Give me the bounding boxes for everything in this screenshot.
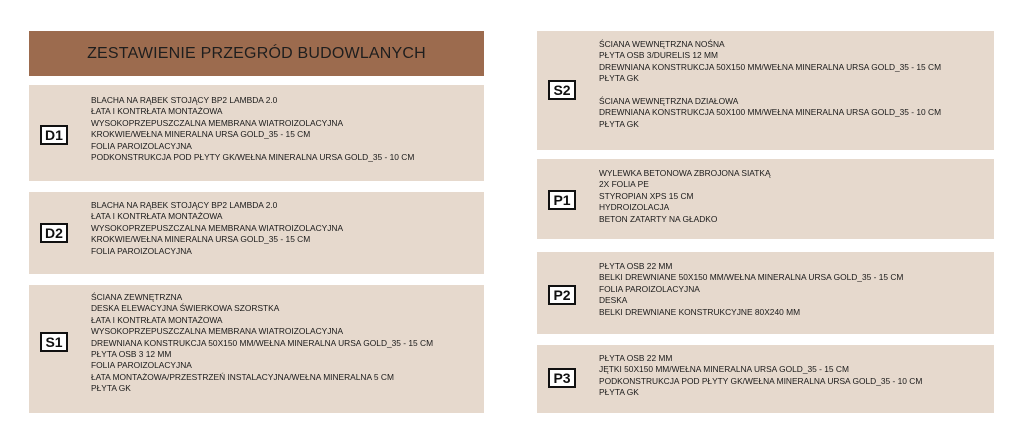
layer-line: PŁYTA GK bbox=[599, 118, 639, 129]
layer-line: WYSOKOPRZEPUSZCZALNA MEMBRANA WIATROIZOLACYJNA bbox=[91, 222, 344, 233]
layer-line: ŚCIANA WEWNĘTRZNA DZIAŁOWA bbox=[599, 95, 739, 106]
page-title: ZESTAWIENIE PRZEGRÓD BUDOWLANYCH bbox=[87, 44, 426, 62]
layer-line: BELKI DREWNIANE KONSTRUKCYJNE 80X240 MM bbox=[599, 306, 801, 317]
code-badge: D1 bbox=[40, 125, 68, 145]
layer-line: BLACHA NA RĄBEK STOJĄCY BP2 LAMBDA 2.0 bbox=[91, 95, 278, 105]
code-badge: D2 bbox=[40, 223, 68, 243]
code-badge: P2 bbox=[548, 285, 576, 305]
layer-line: FOLIA PAROIZOLACYJNA bbox=[91, 245, 192, 256]
layer-line: PŁYTA OSB 3/DURELIS 12 MM bbox=[599, 50, 718, 61]
card-p1 bbox=[537, 159, 994, 239]
layer-line: STYROPIAN XPS 15 CM bbox=[599, 190, 694, 201]
layer-line: FOLIA PAROIZOLACYJNA bbox=[91, 360, 192, 371]
layer-line: ŚCIANA WEWNĘTRZNA NOŚNA bbox=[599, 39, 725, 49]
code-badge: S2 bbox=[548, 80, 576, 100]
title-banner bbox=[29, 31, 484, 76]
layer-line: ŁATA I KONTRŁATA MONTAŻOWA bbox=[91, 211, 223, 222]
layer-line: PŁYTA OSB 22 MM bbox=[599, 353, 673, 363]
card-p3 bbox=[537, 345, 994, 413]
layer-line: BELKI DREWNIANE 50X150 MM/WEŁNA MINERALNA URSA GOLD_35 - 15 CM bbox=[599, 272, 904, 283]
layer-line: ŁATA I KONTRŁATA MONTAŻOWA bbox=[91, 314, 223, 325]
layer-line: HYDROIZOLACJA bbox=[599, 202, 670, 213]
layer-line: PŁYTA OSB 3 12 MM bbox=[91, 348, 172, 359]
layer-line: BLACHA NA RĄBEK STOJĄCY BP2 LAMBDA 2.0 bbox=[91, 200, 278, 210]
layer-line: WYLEWKA BETONOWA ZBROJONA SIATKĄ bbox=[599, 168, 771, 178]
card-s1 bbox=[29, 285, 484, 413]
layer-line: WYSOKOPRZEPUSZCZALNA MEMBRANA WIATROIZOLACYJNA bbox=[91, 117, 344, 128]
layer-line: PŁYTA OSB 22 MM bbox=[599, 261, 673, 271]
layer-line: DESKA ELEWACYJNA ŚWIERKOWA SZORSTKA bbox=[91, 303, 280, 314]
layer-line: DREWNIANA KONSTRUKCJA 50X100 MM/WEŁNA MINERALNA URSA GOLD_35 - 10 CM bbox=[599, 107, 942, 118]
layer-line: 2X FOLIA PE bbox=[599, 179, 649, 190]
layer-line: PŁYTA GK bbox=[599, 387, 639, 398]
layer-line: KROKWIE/WEŁNA MINERALNA URSA GOLD_35 - 15 CM bbox=[91, 234, 311, 245]
layer-line: JĘTKI 50X150 MM/WEŁNA MINERALNA URSA GOLD_35 - 15 CM bbox=[599, 364, 849, 375]
layer-line: PODKONSTRUKCJA POD PŁYTY GK/WEŁNA MINERALNA URSA GOLD_35 - 10 CM bbox=[599, 375, 923, 386]
layer-line: ŁATA I KONTRŁATA MONTAŻOWA bbox=[91, 106, 223, 117]
code-badge: S1 bbox=[40, 332, 68, 352]
code-badge: P3 bbox=[548, 368, 576, 388]
layer-line: DREWNIANA KONSTRUKCJA 50X150 MM/WEŁNA MINERALNA URSA GOLD_35 - 15 CM bbox=[91, 337, 434, 348]
code-badge: P1 bbox=[548, 190, 576, 210]
layer-line: WYSOKOPRZEPUSZCZALNA MEMBRANA WIATROIZOLACYJNA bbox=[91, 326, 344, 337]
card-s2 bbox=[537, 31, 994, 150]
layer-line: PODKONSTRUKCJA POD PŁYTY GK/WEŁNA MINERALNA URSA GOLD_35 - 10 CM bbox=[91, 151, 415, 162]
layer-line: KROKWIE/WEŁNA MINERALNA URSA GOLD_35 - 15 CM bbox=[91, 129, 311, 140]
layer-line: ŁATA MONTAŻOWA/PRZESTRZEŃ INSTALACYJNA/WEŁNA MINERALNA 5 CM bbox=[91, 371, 394, 382]
layer-line: FOLIA PAROIZOLACYJNA bbox=[91, 140, 192, 151]
layer-line: ŚCIANA ZEWNĘTRZNA bbox=[91, 292, 183, 302]
layer-line: BETON ZATARTY NA GŁADKO bbox=[599, 213, 718, 224]
card-p2 bbox=[537, 252, 994, 334]
layer-line: DREWNIANA KONSTRUKCJA 50X150 MM/WEŁNA MINERALNA URSA GOLD_35 - 15 CM bbox=[599, 61, 942, 72]
layer-line: PŁYTA GK bbox=[599, 73, 639, 84]
layer-line: PŁYTA GK bbox=[91, 383, 131, 394]
card-d1 bbox=[29, 85, 484, 181]
layer-line: DESKA bbox=[599, 295, 628, 306]
layer-line: FOLIA PAROIZOLACYJNA bbox=[599, 283, 700, 294]
card-d2 bbox=[29, 192, 484, 274]
